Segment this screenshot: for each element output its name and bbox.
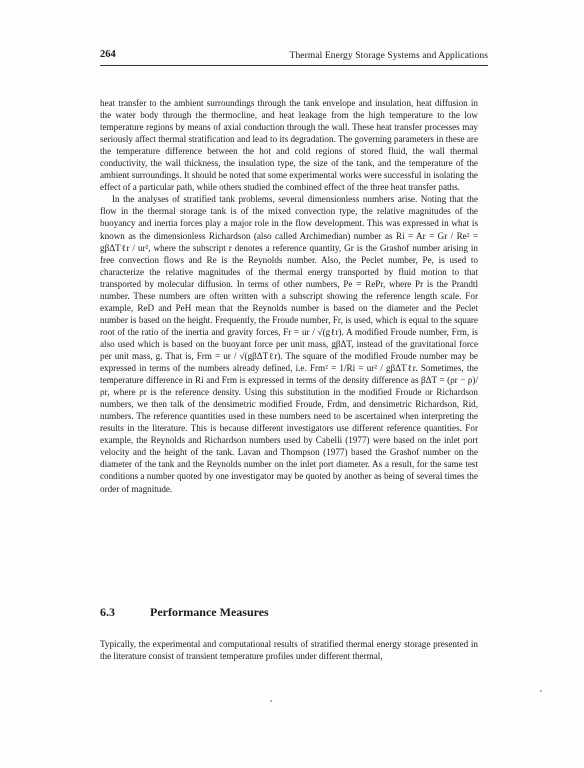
running-title: Thermal Energy Storage Systems and Applications	[289, 51, 488, 61]
paragraph: Typically, the experimental and computational results of stratified thermal energy storage presented in the literature consist of transient temperature profiles under different thermal,	[100, 639, 478, 662]
section-title: Performance Measures	[150, 605, 269, 619]
scan-speck	[540, 690, 542, 692]
section-heading	[100, 605, 480, 621]
paragraph: heat transfer to the ambient surroundings through the tank envelope and insulation, heat diffusion in the water body through the thermocline, and heat leakage from the high temperature to the low temperature regions by means of axial conduction through the wall. These heat transfer processes may seriously affect thermal stratification and lead to its degradation. The governing parameters in these are the temperature difference between the hot and cold regions of stored fluid, the wall thermal conductivity, the wall thickness, the insulation type, the size of the tank, and the temperature of the ambient surroundings. It should be noted that some experimental works were successful in isolating the effect of a particular path, while others studied the combined effect of the three heat transfer paths.	[100, 98, 478, 193]
scan-speck	[270, 700, 272, 702]
body-text	[100, 97, 478, 495]
page-number: 264	[100, 49, 116, 60]
section-body	[100, 638, 478, 662]
paragraph: In the analyses of stratified tank problems, several dimensionless numbers arise. Noting that the flow in the thermal storage tank is of the mixed convection type, the relative magnitudes of the buoyancy and inertia forces play a major role in the flow development. This was expressed in what is known as the dimensionless Richardson (also called Archimedian) number as Ri = Ar = Gr / Re² = gβΔTℓr / ur², where the subscript r denotes a reference quantity, Gr is the Grashof number arising in free convection flows and Re is the Reynolds number. Also, the Peclet number, Pe, is used to characterize the relative magnitudes of the thermal energy transported by fluid motion to that transported by molecular diffusion. In terms of other numbers, Pe = RePr, where Pr is the Prandtl number. These numbers are often written with a subscript showing the reference length scale. For example, ReD and PeH mean that the Reynolds number is based on the diameter and the Peclet number is based on the height. Frequently, the Froude number, Fr, is used, which is equal to the square root of the ratio of the inertia and gravity forces, Fr = ur / √(gℓr). A modified Froude number, Frm, is also used which is based on the buoyant force per unit mass, gβΔT, instead of the gravitational force per unit mass, g. That is, Frm = ur / √(gβΔTℓr). The square of the modified Froude number may be expressed in terms of the numbers already defined, i.e. Frm² = 1/Ri = ur² / gβΔTℓr. Sometimes, the temperature difference in Ri and Frm is expressed in terms of the density difference as βΔT = (ρr − ρ)/ ρr, where ρr is the reference density. Using this substitution in the modified Froude or Richardson numbers, we then talk of the densimetric modified Froude, Frdm, and densimetric Richardson, Rid, numbers. The reference quantities used in these numbers need to be ascertained when interpreting the results in the literature. This is because different investigators use different reference quantities. For example, the Reynolds and Richardson numbers used by Cabelli (1977) were based on the inlet port velocity and the height of the tank. Lavan and Thompson (1977) based the Grashof number on the diameter of the tank and the Reynolds number on the inlet port diameter. As a result, for the same test conditions a number quoted by one investigator may be quoted by another as being of several times the order of magnitude.	[100, 194, 478, 494]
page-header	[100, 47, 488, 66]
section-number: 6.3	[100, 605, 115, 619]
